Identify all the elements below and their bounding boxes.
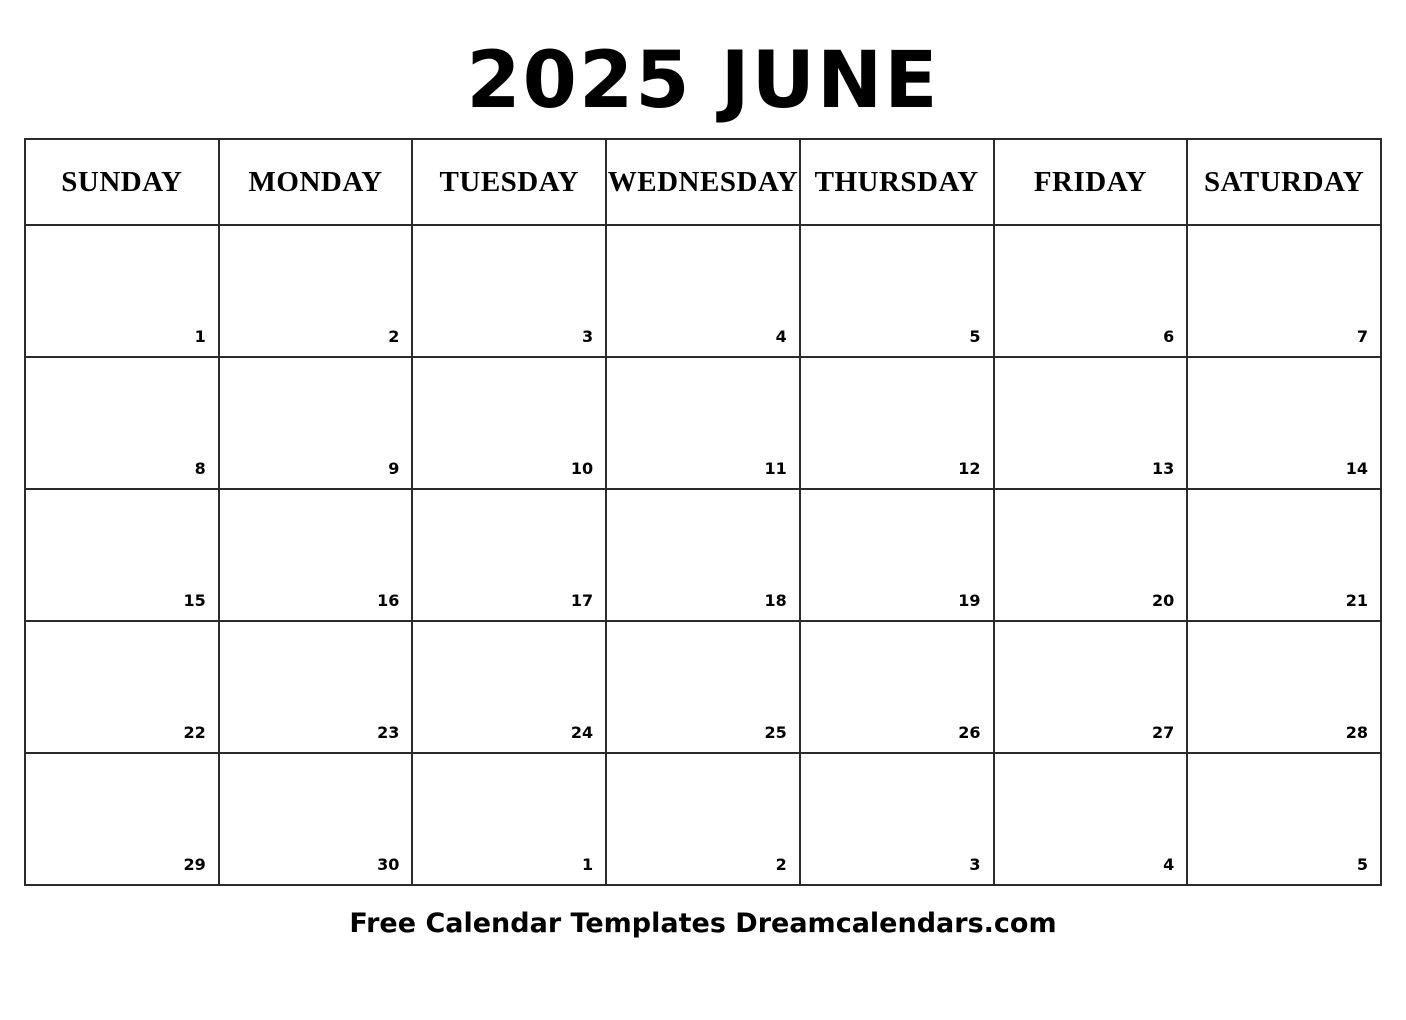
calendar-day-cell[interactable] bbox=[800, 621, 994, 753]
calendar-body bbox=[25, 225, 1381, 885]
day-number: 9 bbox=[388, 459, 400, 478]
calendar-day-cell[interactable] bbox=[994, 489, 1188, 621]
day-number: 4 bbox=[775, 327, 787, 346]
calendar-week-row bbox=[25, 621, 1381, 753]
calendar-day-cell[interactable] bbox=[606, 753, 800, 885]
calendar-day-cell[interactable] bbox=[219, 621, 413, 753]
calendar-day-cell[interactable] bbox=[994, 225, 1188, 357]
calendar-day-cell[interactable] bbox=[994, 357, 1188, 489]
day-number: 23 bbox=[377, 723, 400, 742]
calendar-day-cell[interactable] bbox=[606, 225, 800, 357]
day-number: 5 bbox=[1356, 855, 1368, 874]
day-number: 27 bbox=[1151, 723, 1175, 742]
day-number: 11 bbox=[764, 459, 787, 478]
day-number: 1 bbox=[581, 855, 594, 874]
day-number: 19 bbox=[958, 591, 981, 610]
calendar-day-cell[interactable] bbox=[606, 621, 800, 753]
day-number: 3 bbox=[969, 855, 981, 874]
weekday-header-saturday: SATURDAY bbox=[1187, 139, 1381, 225]
calendar-grid bbox=[24, 138, 1382, 886]
calendar-day-cell[interactable] bbox=[1187, 225, 1381, 357]
calendar-day-cell[interactable] bbox=[25, 753, 219, 885]
day-number: 7 bbox=[1356, 327, 1368, 346]
day-number: 17 bbox=[570, 591, 594, 610]
day-number: 24 bbox=[570, 723, 594, 742]
calendar-day-cell[interactable] bbox=[25, 225, 219, 357]
day-number: 1 bbox=[194, 327, 206, 346]
calendar-day-cell[interactable] bbox=[1187, 357, 1381, 489]
calendar-week-row bbox=[25, 753, 1381, 885]
day-number: 14 bbox=[1345, 459, 1368, 478]
day-number: 4 bbox=[1163, 855, 1175, 874]
calendar-day-cell[interactable] bbox=[219, 225, 413, 357]
calendar-day-cell[interactable] bbox=[800, 753, 994, 885]
footer-credit: Free Calendar Templates Dreamcalendars.com bbox=[349, 908, 1057, 939]
calendar-week-row bbox=[25, 489, 1381, 621]
calendar-day-cell[interactable] bbox=[219, 357, 413, 489]
weekday-header-wednesday: WEDNESDAY bbox=[606, 139, 800, 225]
calendar-day-cell[interactable] bbox=[1187, 621, 1381, 753]
calendar-day-cell[interactable] bbox=[1187, 753, 1381, 885]
day-number: 6 bbox=[1163, 327, 1175, 346]
day-number: 20 bbox=[1151, 591, 1175, 610]
day-number: 2 bbox=[775, 855, 787, 874]
day-number: 2 bbox=[388, 327, 400, 346]
weekday-header-sunday: SUNDAY bbox=[25, 139, 219, 225]
weekday-header-thursday: THURSDAY bbox=[800, 139, 994, 225]
day-number: 15 bbox=[183, 591, 206, 610]
calendar-day-cell[interactable] bbox=[219, 753, 413, 885]
day-number: 21 bbox=[1345, 591, 1368, 610]
calendar-day-cell[interactable] bbox=[994, 621, 1188, 753]
day-number: 26 bbox=[958, 723, 981, 742]
calendar-day-cell[interactable] bbox=[1187, 489, 1381, 621]
calendar-week-row bbox=[25, 357, 1381, 489]
day-number: 28 bbox=[1345, 723, 1368, 742]
calendar-week-row bbox=[25, 225, 1381, 357]
calendar-day-cell[interactable] bbox=[25, 357, 219, 489]
calendar-day-cell[interactable] bbox=[800, 225, 994, 357]
page-title: 2025 JUNE bbox=[466, 36, 940, 126]
calendar-day-cell[interactable] bbox=[800, 357, 994, 489]
day-number: 25 bbox=[764, 723, 787, 742]
calendar-day-cell[interactable] bbox=[25, 489, 219, 621]
calendar-header-row bbox=[25, 139, 1381, 225]
day-number: 16 bbox=[377, 591, 400, 610]
calendar-day-cell[interactable] bbox=[412, 621, 606, 753]
calendar-day-cell[interactable] bbox=[606, 357, 800, 489]
calendar-day-cell[interactable] bbox=[800, 489, 994, 621]
day-number: 18 bbox=[764, 591, 787, 610]
calendar-day-cell[interactable] bbox=[994, 753, 1188, 885]
day-number: 5 bbox=[969, 327, 981, 346]
day-number: 12 bbox=[958, 459, 981, 478]
weekday-header-friday: FRIDAY bbox=[994, 139, 1188, 225]
calendar-day-cell[interactable] bbox=[219, 489, 413, 621]
calendar-day-cell[interactable] bbox=[412, 489, 606, 621]
calendar-day-cell[interactable] bbox=[412, 357, 606, 489]
day-number: 10 bbox=[570, 459, 594, 478]
day-number: 3 bbox=[581, 327, 594, 346]
day-number: 22 bbox=[183, 723, 206, 742]
weekday-header-tuesday: TUESDAY bbox=[412, 139, 606, 225]
calendar-day-cell[interactable] bbox=[606, 489, 800, 621]
day-number: 29 bbox=[183, 855, 206, 874]
weekday-header-monday: MONDAY bbox=[219, 139, 413, 225]
day-number: 8 bbox=[194, 459, 206, 478]
day-number: 13 bbox=[1151, 459, 1175, 478]
day-number: 30 bbox=[377, 855, 400, 874]
calendar-day-cell[interactable] bbox=[25, 621, 219, 753]
calendar-day-cell[interactable] bbox=[412, 753, 606, 885]
calendar-day-cell[interactable] bbox=[412, 225, 606, 357]
